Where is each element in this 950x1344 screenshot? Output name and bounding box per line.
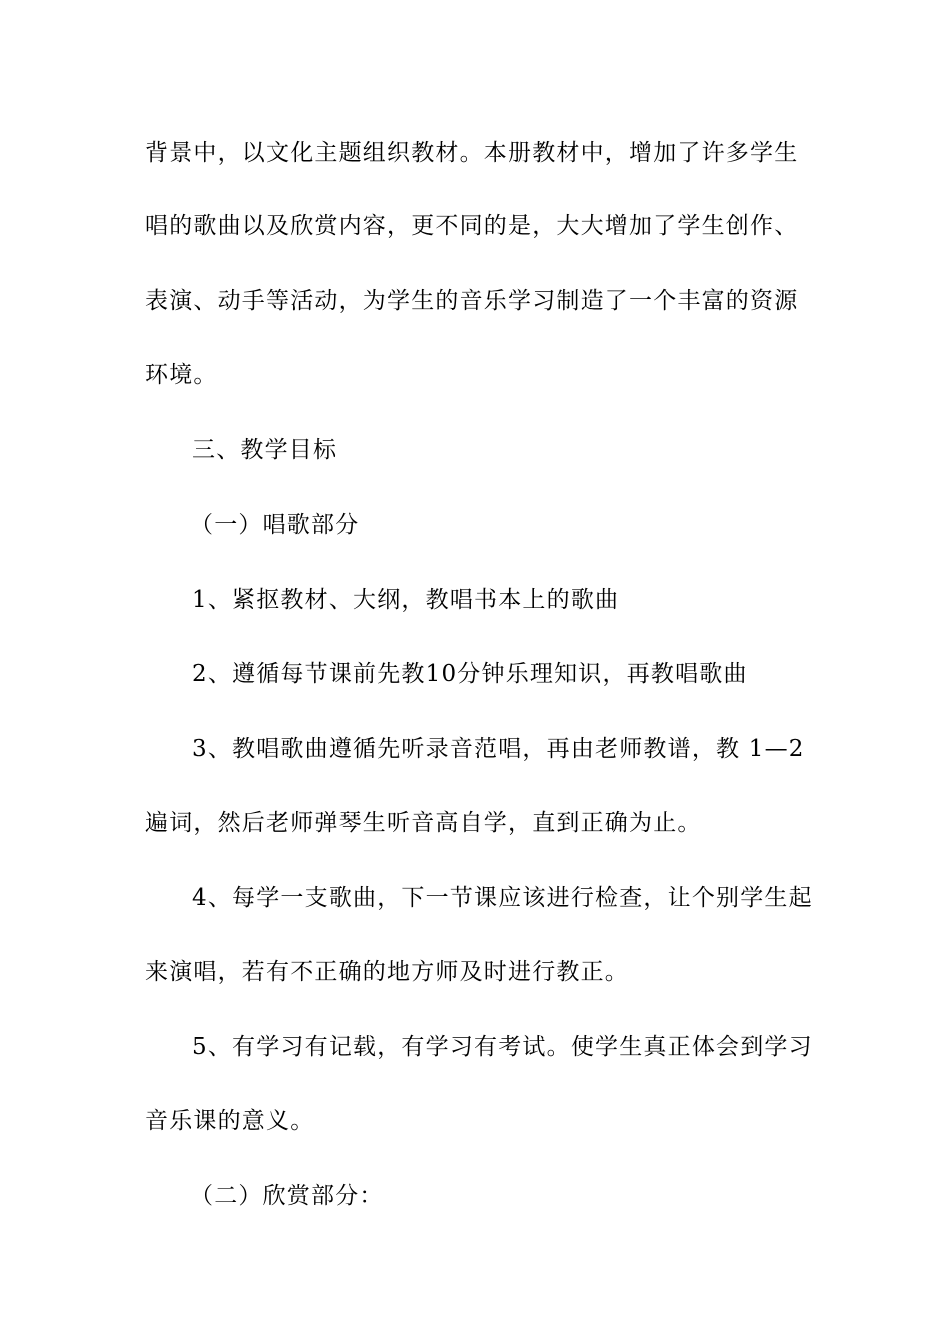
paragraph-line-4: 环境。 [145,362,218,388]
list-item-4-line-1: 4、每学一支歌曲，下一节课应该进行检查，让个别学生起 [192,885,813,911]
paragraph-line-2: 唱的歌曲以及欣赏内容，更不同的是，大大增加了学生创作、 [145,213,799,239]
section-heading: 三、教学目标 [192,437,338,463]
list-item-2: 2、遵循每节课前先教10分钟乐理知识，再教唱歌曲 [192,661,748,687]
list-item-5-line-2: 音乐课的意义。 [145,1108,315,1134]
list-item-5-line-1: 5、有学习有记载，有学习有考试。使学生真正体会到学习 [192,1034,813,1060]
list-item-4-line-2: 来演唱，若有不正确的地方师及时进行教正。 [145,959,629,985]
list-item-3-line-2: 遍词，然后老师弹琴生听音高自学，直到正确为止。 [145,810,702,836]
list-item-3-line-1: 3、教唱歌曲遵循先听录音范唱，再由老师教谱，教 1—2 [192,736,805,762]
subsection-heading-singing: （一）唱歌部分 [190,512,360,538]
subsection-heading-appreciation: （二）欣赏部分： [190,1183,384,1209]
paragraph-line-3: 表演、动手等活动，为学生的音乐学习制造了一个丰富的资源 [145,288,799,314]
list-item-1: 1、紧抠教材、大纲，教唱书本上的歌曲 [192,587,620,613]
paragraph-line-1: 背景中，以文化主题组织教材。本册教材中，增加了许多学生 [145,140,799,166]
